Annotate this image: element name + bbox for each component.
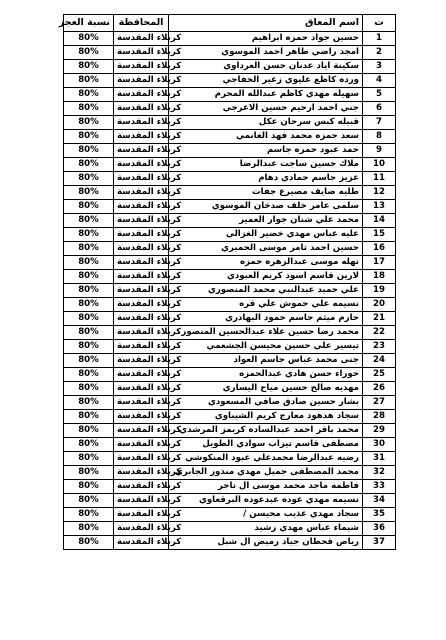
governorate-cell: كربلاء المقدسة <box>114 354 169 368</box>
table-body <box>64 32 396 550</box>
name-cell: محمد باقر احمد عبدالساده كريمز المرشدي <box>169 424 363 438</box>
name-cell: طليه ضايف مصيرع جفات <box>169 186 363 200</box>
disability-rate-cell: 80% <box>64 438 114 452</box>
governorate-cell: كربلاء المقدسة <box>114 452 169 466</box>
name-cell: لارين قاسم اسود كريم العبودي <box>169 270 363 284</box>
governorate-cell: كربلاء المقدسة <box>114 256 169 270</box>
row-number-cell: 18 <box>363 270 396 284</box>
table-row <box>64 452 396 466</box>
disability-rate-cell: 80% <box>64 424 114 438</box>
disability-rate-cell: 80% <box>64 270 114 284</box>
governorate-cell: كربلاء المقدسة <box>114 508 169 522</box>
governorate-cell: كربلاء المقدسة <box>114 158 169 172</box>
name-cell: امجد راضي طاهر احمد الموسوي <box>169 46 363 60</box>
governorate-cell: كربلاء المقدسة <box>114 32 169 46</box>
table-row <box>64 368 396 382</box>
row-number-cell: 19 <box>363 284 396 298</box>
table-row <box>64 284 396 298</box>
disability-rate-cell: 80% <box>64 60 114 74</box>
name-cell: سهيله مهدي كاظم عبدالله المحرم <box>169 88 363 102</box>
name-cell: محمد رضا حسين علاء عبدالحسين المنصور <box>169 326 363 340</box>
row-number-cell: 21 <box>363 312 396 326</box>
table-row <box>64 354 396 368</box>
name-cell: ورده كاظع عليوي زغير الخفاجي <box>169 74 363 88</box>
table-row <box>64 242 396 256</box>
disability-rate-cell: 80% <box>64 172 114 186</box>
table-row <box>64 46 396 60</box>
name-cell: حازم ميثم جاسم حمود البهادري <box>169 312 363 326</box>
disability-rate-cell: 80% <box>64 494 114 508</box>
name-cell: بشار حسين صادق صافي المسعودي <box>169 396 363 410</box>
name-cell: محمد علي شنان جوار العمير <box>169 214 363 228</box>
governorate-cell: كربلاء المقدسة <box>114 270 169 284</box>
name-cell: نسيمه علي حموش علي قره <box>169 298 363 312</box>
disability-rate-cell: 80% <box>64 480 114 494</box>
row-number-cell: 17 <box>363 256 396 270</box>
table-row <box>64 200 396 214</box>
row-number-cell: 30 <box>363 438 396 452</box>
governorate-cell: كربلاء المقدسة <box>114 536 169 550</box>
table-row <box>64 172 396 186</box>
disability-rate-cell: 80% <box>64 312 114 326</box>
name-cell: شيماء عباس مهدي رشيد <box>169 522 363 536</box>
row-number-cell: 26 <box>363 382 396 396</box>
name-cell: عزيز جاسم حمادي دهام <box>169 172 363 186</box>
governorate-cell: كربلاء المقدسة <box>114 102 169 116</box>
governorate-cell: كربلاء المقدسة <box>114 424 169 438</box>
disability-rate-cell: 80% <box>64 242 114 256</box>
row-number-cell: 27 <box>363 396 396 410</box>
governorate-cell: كربلاء المقدسة <box>114 284 169 298</box>
header-disability-rate: نسبة العجز <box>64 15 114 32</box>
row-number-cell: 37 <box>363 536 396 550</box>
name-cell: حوراء حسن هادي عبدالحمزه <box>169 368 363 382</box>
name-cell: جني احمد ارحيم حسين الاعرجي <box>169 102 363 116</box>
disability-rate-cell: 80% <box>64 284 114 298</box>
name-cell: تيسير علي حسين محيسن الجشعمي <box>169 340 363 354</box>
name-cell: قبيله كبس سرحان عكل <box>169 116 363 130</box>
disability-rate-cell: 80% <box>64 74 114 88</box>
disability-rate-cell: 80% <box>64 298 114 312</box>
table-row <box>64 116 396 130</box>
table-row <box>64 382 396 396</box>
row-number-cell: 1 <box>363 32 396 46</box>
row-number-cell: 12 <box>363 186 396 200</box>
name-cell: سجاد هدهود معارج كريم الشيباوي <box>169 410 363 424</box>
disability-rate-cell: 80% <box>64 116 114 130</box>
governorate-cell: كربلاء المقدسة <box>114 522 169 536</box>
name-cell: مصطفى قاسم تيزاب سوادي الطويل <box>169 438 363 452</box>
disability-rate-cell: 80% <box>64 340 114 354</box>
table-row <box>64 326 396 340</box>
table-row <box>64 228 396 242</box>
disability-rate-cell: 80% <box>64 396 114 410</box>
table-row <box>64 508 396 522</box>
disability-rate-cell: 80% <box>64 102 114 116</box>
row-number-cell: 5 <box>363 88 396 102</box>
table-row <box>64 270 396 284</box>
disability-rate-cell: 80% <box>64 186 114 200</box>
governorate-cell: كربلاء المقدسة <box>114 298 169 312</box>
table-row <box>64 312 396 326</box>
disability-rate-cell: 80% <box>64 522 114 536</box>
disability-rate-cell: 80% <box>64 354 114 368</box>
disability-rate-cell: 80% <box>64 88 114 102</box>
disability-rate-cell: 80% <box>64 32 114 46</box>
governorate-cell: كربلاء المقدسة <box>114 228 169 242</box>
table-row <box>64 396 396 410</box>
table-row <box>64 424 396 438</box>
row-number-cell: 25 <box>363 368 396 382</box>
row-number-cell: 16 <box>363 242 396 256</box>
row-number-cell: 29 <box>363 424 396 438</box>
row-number-cell: 7 <box>363 116 396 130</box>
disability-rate-cell: 80% <box>64 130 114 144</box>
table-row <box>64 186 396 200</box>
governorate-cell: كربلاء المقدسة <box>114 46 169 60</box>
disability-roster-table <box>58 14 396 550</box>
governorate-cell: كربلاء المقدسة <box>114 312 169 326</box>
disability-rate-cell: 80% <box>64 228 114 242</box>
disability-rate-cell: 80% <box>64 536 114 550</box>
table-header-row <box>64 15 396 32</box>
disability-rate-cell: 80% <box>64 46 114 60</box>
row-number-cell: 22 <box>363 326 396 340</box>
table-row <box>64 522 396 536</box>
disability-rate-cell: 80% <box>64 158 114 172</box>
header-name: اسم المعاق <box>169 15 363 32</box>
table-row <box>64 214 396 228</box>
disability-rate-cell: 80% <box>64 452 114 466</box>
name-cell: فاطمه ماجد محمد موسى ال تاجر <box>169 480 363 494</box>
governorate-cell: كربلاء المقدسة <box>114 172 169 186</box>
governorate-cell: كربلاء المقدسة <box>114 438 169 452</box>
governorate-cell: كربلاء المقدسة <box>114 88 169 102</box>
row-number-cell: 33 <box>363 480 396 494</box>
governorate-cell: كربلاء المقدسة <box>114 116 169 130</box>
governorate-cell: كربلاء المقدسة <box>114 144 169 158</box>
row-number-cell: 28 <box>363 410 396 424</box>
disability-rate-cell: 80% <box>64 200 114 214</box>
disability-rate-cell: 80% <box>64 256 114 270</box>
disability-rate-cell: 80% <box>64 508 114 522</box>
table-row <box>64 32 396 46</box>
row-number-cell: 20 <box>363 298 396 312</box>
name-cell: علي حميد عبدالنبي محمد المنصوري <box>169 284 363 298</box>
name-cell: ملاك حسين ساجت عبدالرضا <box>169 158 363 172</box>
name-cell: رضيه عبدالرضا محمدعلي عبود المنكوشي <box>169 452 363 466</box>
name-cell: نهله موسى عبدالزهره حمزه <box>169 256 363 270</box>
disability-rate-cell: 80% <box>64 144 114 158</box>
name-cell: حسين احمد ثامر موسى الحميري <box>169 242 363 256</box>
governorate-cell: كربلاء المقدسة <box>114 200 169 214</box>
name-cell: نسيمه مهدي عوده عبدعوده البرقعاوي <box>169 494 363 508</box>
row-number-cell: 8 <box>363 130 396 144</box>
disability-rate-cell: 80% <box>64 368 114 382</box>
governorate-cell: كربلاء المقدسة <box>114 480 169 494</box>
row-number-cell: 31 <box>363 452 396 466</box>
table-row <box>64 410 396 424</box>
row-number-cell: 14 <box>363 214 396 228</box>
header-number: ت <box>363 15 396 32</box>
table-row <box>64 60 396 74</box>
row-number-cell: 15 <box>363 228 396 242</box>
disability-rate-cell: 80% <box>64 214 114 228</box>
disability-rate-cell: 80% <box>64 466 114 480</box>
governorate-cell: كربلاء المقدسة <box>114 130 169 144</box>
row-number-cell: 34 <box>363 494 396 508</box>
disability-rate-cell: 80% <box>64 382 114 396</box>
row-number-cell: 32 <box>363 466 396 480</box>
governorate-cell: كربلاء المقدسة <box>114 186 169 200</box>
table-row <box>64 256 396 270</box>
table-row <box>64 536 396 550</box>
table-row <box>64 298 396 312</box>
governorate-cell: كربلاء المقدسة <box>114 382 169 396</box>
name-cell: سكينة اياد عدنان حسن العرداوي <box>169 60 363 74</box>
table-row <box>64 480 396 494</box>
row-number-cell: 36 <box>363 522 396 536</box>
table-row <box>64 466 396 480</box>
governorate-cell: كربلاء المقدسة <box>114 494 169 508</box>
governorate-cell: كربلاء المقدسة <box>114 214 169 228</box>
governorate-cell: كربلاء المقدسة <box>114 396 169 410</box>
table-row <box>64 158 396 172</box>
row-number-cell: 35 <box>363 508 396 522</box>
table-row <box>64 102 396 116</box>
row-number-cell: 11 <box>363 172 396 186</box>
table-row <box>64 130 396 144</box>
name-cell: محمد المصطفى جميل مهدي منذور الجابري <box>169 466 363 480</box>
row-number-cell: 23 <box>363 340 396 354</box>
name-cell: سجاد مهدي عذيب محيسن / <box>169 508 363 522</box>
row-number-cell: 10 <box>363 158 396 172</box>
disability-rate-cell: 80% <box>64 326 114 340</box>
governorate-cell: كربلاء المقدسة <box>114 74 169 88</box>
name-cell: سلمى عامر خلف صدخان الموسوي <box>169 200 363 214</box>
table-row <box>64 340 396 354</box>
table-row <box>64 438 396 452</box>
table-row <box>64 88 396 102</box>
name-cell: رياض قحطان جياد رميض ال شبل <box>169 536 363 550</box>
row-number-cell: 2 <box>363 46 396 60</box>
name-cell: جنى محمد عباس جاسم العواد <box>169 354 363 368</box>
row-number-cell: 9 <box>363 144 396 158</box>
table-row <box>64 144 396 158</box>
disability-rate-cell: 80% <box>64 410 114 424</box>
row-number-cell: 6 <box>363 102 396 116</box>
row-number-cell: 13 <box>363 200 396 214</box>
row-number-cell: 4 <box>363 74 396 88</box>
name-cell: حسين جواد حمزه ابراهيم <box>169 32 363 46</box>
governorate-cell: كربلاء المقدسة <box>114 466 169 480</box>
governorate-cell: كربلاء المقدسة <box>114 326 169 340</box>
name-cell: حمد عبود حمزه جاسم <box>169 144 363 158</box>
name-cell: عليه عباس مهدي خضير الغزالي <box>169 228 363 242</box>
table-row <box>64 74 396 88</box>
governorate-cell: كربلاء المقدسة <box>114 60 169 74</box>
row-number-cell: 3 <box>363 60 396 74</box>
governorate-cell: كربلاء المقدسة <box>114 242 169 256</box>
governorate-cell: كربلاء المقدسة <box>114 340 169 354</box>
governorate-cell: كربلاء المقدسة <box>114 368 169 382</box>
name-cell: سعد حمزه محمد فهد الغانمي <box>169 130 363 144</box>
governorate-cell: كربلاء المقدسة <box>114 410 169 424</box>
name-cell: مهديه صالح حسين مياح اليساري <box>169 382 363 396</box>
row-number-cell: 24 <box>363 354 396 368</box>
table-row <box>64 494 396 508</box>
header-governorate: المحافظة <box>114 15 169 32</box>
